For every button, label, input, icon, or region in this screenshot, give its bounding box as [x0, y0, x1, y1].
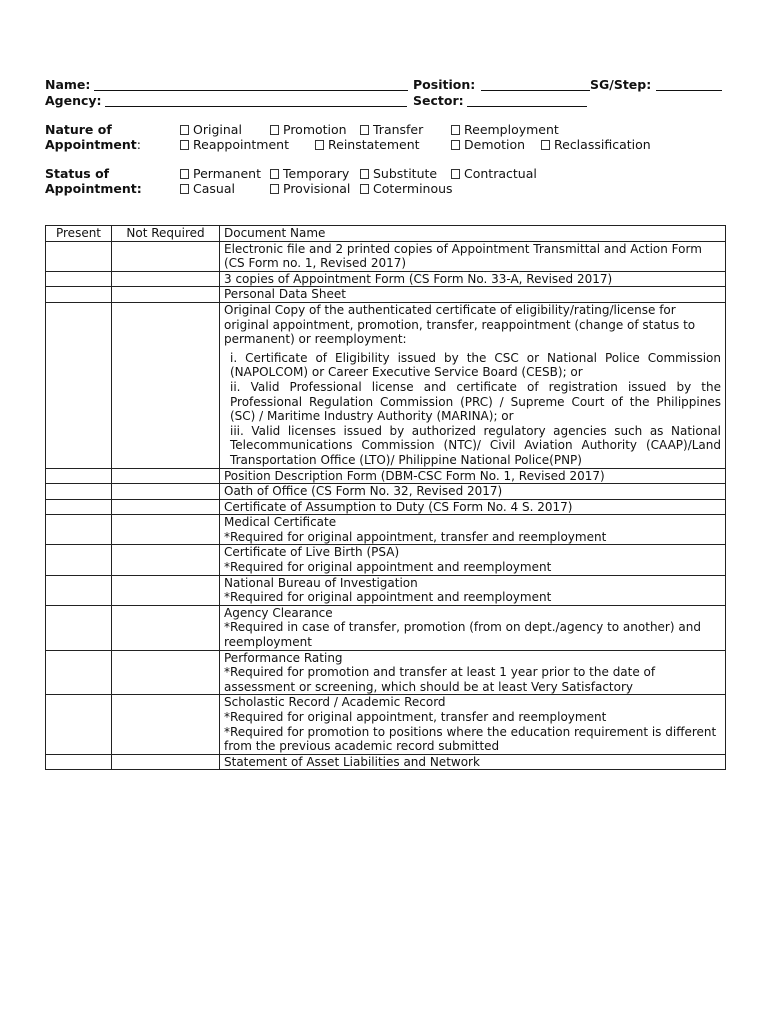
checkbox-icon [360, 169, 369, 179]
present-cell[interactable] [46, 271, 112, 287]
document-title: National Bureau of Investigation [224, 575, 418, 590]
position-field-line[interactable] [481, 90, 590, 91]
agency-label: Agency: [45, 93, 102, 108]
table-row [46, 241, 726, 271]
document-title: Statement of Asset Liabilities and Network [224, 754, 480, 769]
document-name-cell [220, 484, 726, 500]
checkbox-icon [180, 125, 189, 135]
checkbox-icon [180, 140, 189, 150]
document-note: *Required for promotion and transfer at least 1 year prior to the date of assessment or screening, which should be at least Very Satisfactory [224, 665, 656, 694]
option-reappointment[interactable]: Reappointment [180, 137, 289, 152]
checkbox-icon [451, 140, 460, 150]
present-cell[interactable] [46, 695, 112, 754]
sector-label: Sector: [413, 93, 464, 108]
present-cell[interactable] [46, 545, 112, 575]
present-cell[interactable] [46, 605, 112, 650]
checkbox-icon [180, 184, 189, 194]
table-row [46, 605, 726, 650]
not-required-cell[interactable] [112, 499, 220, 515]
checkbox-icon [451, 125, 460, 135]
table-row [46, 650, 726, 695]
document-title: Position Description Form (DBM-CSC Form No. 1, Revised 2017) [224, 468, 605, 483]
document-name-cell [220, 545, 726, 575]
checkbox-icon [315, 140, 324, 150]
present-cell[interactable] [46, 484, 112, 500]
table-header-row [46, 226, 726, 242]
document-title: Electronic file and 2 printed copies of Appointment Transmittal and Action Form (CS Form no. 1, Revised 2017) [224, 241, 702, 271]
document-name-cell [220, 241, 726, 271]
table-row [46, 695, 726, 754]
present-cell[interactable] [46, 241, 112, 271]
present-cell[interactable] [46, 468, 112, 484]
table-row [46, 545, 726, 575]
document-name-cell [220, 650, 726, 695]
option-reclassification[interactable]: Reclassification [541, 137, 651, 152]
option-original[interactable]: Original [180, 122, 242, 137]
document-name-cell [220, 515, 726, 545]
checkbox-icon [270, 125, 279, 135]
document-note: *Required for original appointment, transfer and reemployment [224, 529, 607, 544]
document-title: Original Copy of the authenticated certificate of eligibility/rating/license for original appointment, promotion, transfer, reappointment (change of status to permanent) or reemployment: [224, 302, 696, 347]
document-note: *Required for promotion to positions where the education requirement is different from the previous academic record submitted [224, 724, 717, 754]
nature-label-line2: Appointment: [45, 137, 141, 152]
option-provisional[interactable]: Provisional [270, 181, 350, 196]
document-title: Medical Certificate [224, 515, 337, 530]
option-permanent[interactable]: Permanent [180, 166, 261, 181]
position-label: Position: [413, 77, 476, 92]
present-cell[interactable] [46, 575, 112, 605]
status-of-appointment [45, 166, 745, 196]
not-required-cell[interactable] [112, 468, 220, 484]
option-temporary[interactable]: Temporary [270, 166, 349, 181]
name-label: Name: [45, 77, 91, 92]
document-name-cell [220, 499, 726, 515]
table-row [46, 302, 726, 468]
eligibility-option: i. Certificate of Eligibility issued by the CSC or National Police Commission (NAPOLCOM) or Career Executive Service Board (CESB); or [230, 350, 721, 380]
col-not-required: Not Required [112, 226, 220, 242]
option-demotion[interactable]: Demotion [451, 137, 525, 152]
not-required-cell[interactable] [112, 484, 220, 500]
document-name-cell [220, 695, 726, 754]
option-transfer[interactable]: Transfer [360, 122, 423, 137]
col-document-name: Document Name [220, 226, 726, 242]
document-name-cell [220, 575, 726, 605]
not-required-cell[interactable] [112, 754, 220, 770]
document-note: *Required for original appointment and reemployment [224, 560, 552, 575]
document-title: Certificate of Assumption to Duty (CS Form No. 4 S. 2017) [224, 499, 573, 514]
header-row-2 [45, 93, 730, 109]
not-required-cell[interactable] [112, 302, 220, 468]
not-required-cell[interactable] [112, 650, 220, 695]
option-reinstatement[interactable]: Reinstatement [315, 137, 420, 152]
document-name-cell [220, 754, 726, 770]
document-name-cell [220, 271, 726, 287]
table-row [46, 484, 726, 500]
document-title: Performance Rating [224, 650, 343, 665]
sgstep-field-line[interactable] [656, 90, 722, 91]
present-cell[interactable] [46, 515, 112, 545]
checkbox-icon [541, 140, 550, 150]
table-row [46, 754, 726, 770]
present-cell[interactable] [46, 499, 112, 515]
not-required-cell[interactable] [112, 241, 220, 271]
checkbox-icon [270, 184, 279, 194]
checkbox-icon [451, 169, 460, 179]
name-field-line[interactable] [94, 90, 408, 91]
header-fields [45, 77, 730, 109]
document-name-cell [220, 605, 726, 650]
checkbox-icon [270, 169, 279, 179]
nature-of-appointment [45, 122, 745, 152]
status-label-line2: Appointment: [45, 181, 142, 196]
sector-field-line[interactable] [467, 106, 587, 107]
header-row-1 [45, 77, 730, 93]
table-row [46, 575, 726, 605]
option-substitute[interactable]: Substitute [360, 166, 437, 181]
checkbox-icon [360, 125, 369, 135]
not-required-cell[interactable] [112, 545, 220, 575]
not-required-cell[interactable] [112, 515, 220, 545]
not-required-cell[interactable] [112, 695, 220, 754]
not-required-cell[interactable] [112, 271, 220, 287]
document-title: Scholastic Record / Academic Record [224, 695, 446, 710]
option-reemployment[interactable]: Reemployment [451, 122, 559, 137]
not-required-cell[interactable] [112, 575, 220, 605]
document-title: 3 copies of Appointment Form (CS Form No. 33-A, Revised 2017) [224, 271, 613, 286]
sgstep-label: SG/Step: [590, 77, 652, 92]
document-name-cell [220, 468, 726, 484]
present-cell[interactable] [46, 302, 112, 468]
present-cell[interactable] [46, 754, 112, 770]
checkbox-icon [180, 169, 189, 179]
eligibility-option: ii. Valid Professional license and certificate of registration issued by the Professional Regulation Commission (PRC) / Supreme Court of the Philippines (SC) / Maritime Industry Authority (MARINA); or [230, 379, 721, 424]
document-title: Agency Clearance [224, 605, 333, 620]
not-required-cell[interactable] [112, 605, 220, 650]
option-coterminous[interactable]: Coterminous [360, 181, 453, 196]
table-row [46, 287, 726, 303]
table-row [46, 515, 726, 545]
document-note: *Required in case of transfer, promotion (from on dept./agency to another) and reemployment [224, 620, 701, 650]
table-row [46, 499, 726, 515]
document-name-cell [220, 302, 726, 468]
table-row [46, 468, 726, 484]
option-promotion[interactable]: Promotion [270, 122, 347, 137]
document-title: Oath of Office (CS Form No. 32, Revised 2017) [224, 484, 503, 499]
checkbox-icon [360, 184, 369, 194]
col-present: Present [46, 226, 112, 242]
document-name-cell [220, 287, 726, 303]
table-row [46, 271, 726, 287]
present-cell[interactable] [46, 650, 112, 695]
document-note: *Required for original appointment, transfer and reemployment [224, 710, 607, 724]
nature-label-line1: Nature of [45, 122, 112, 137]
eligibility-option: iii. Valid licenses issued by authorized regulatory agencies such as National Telecommunications Commission (NTC)/ Civil Aviation Authority (CAAP)/Land Transportation Office (LTO)/ Philippine National Police(PNP) [230, 423, 721, 467]
document-title: Certificate of Live Birth (PSA) [224, 545, 400, 560]
option-casual[interactable]: Casual [180, 181, 235, 196]
agency-field-line[interactable] [105, 106, 407, 107]
document-title: Personal Data Sheet [224, 287, 346, 302]
document-note: *Required for original appointment and reemployment [224, 590, 552, 605]
option-contractual[interactable]: Contractual [451, 166, 537, 181]
not-required-cell[interactable] [112, 287, 220, 303]
present-cell[interactable] [46, 287, 112, 303]
requirements-table [45, 225, 726, 770]
status-label-line1: Status of [45, 166, 110, 181]
